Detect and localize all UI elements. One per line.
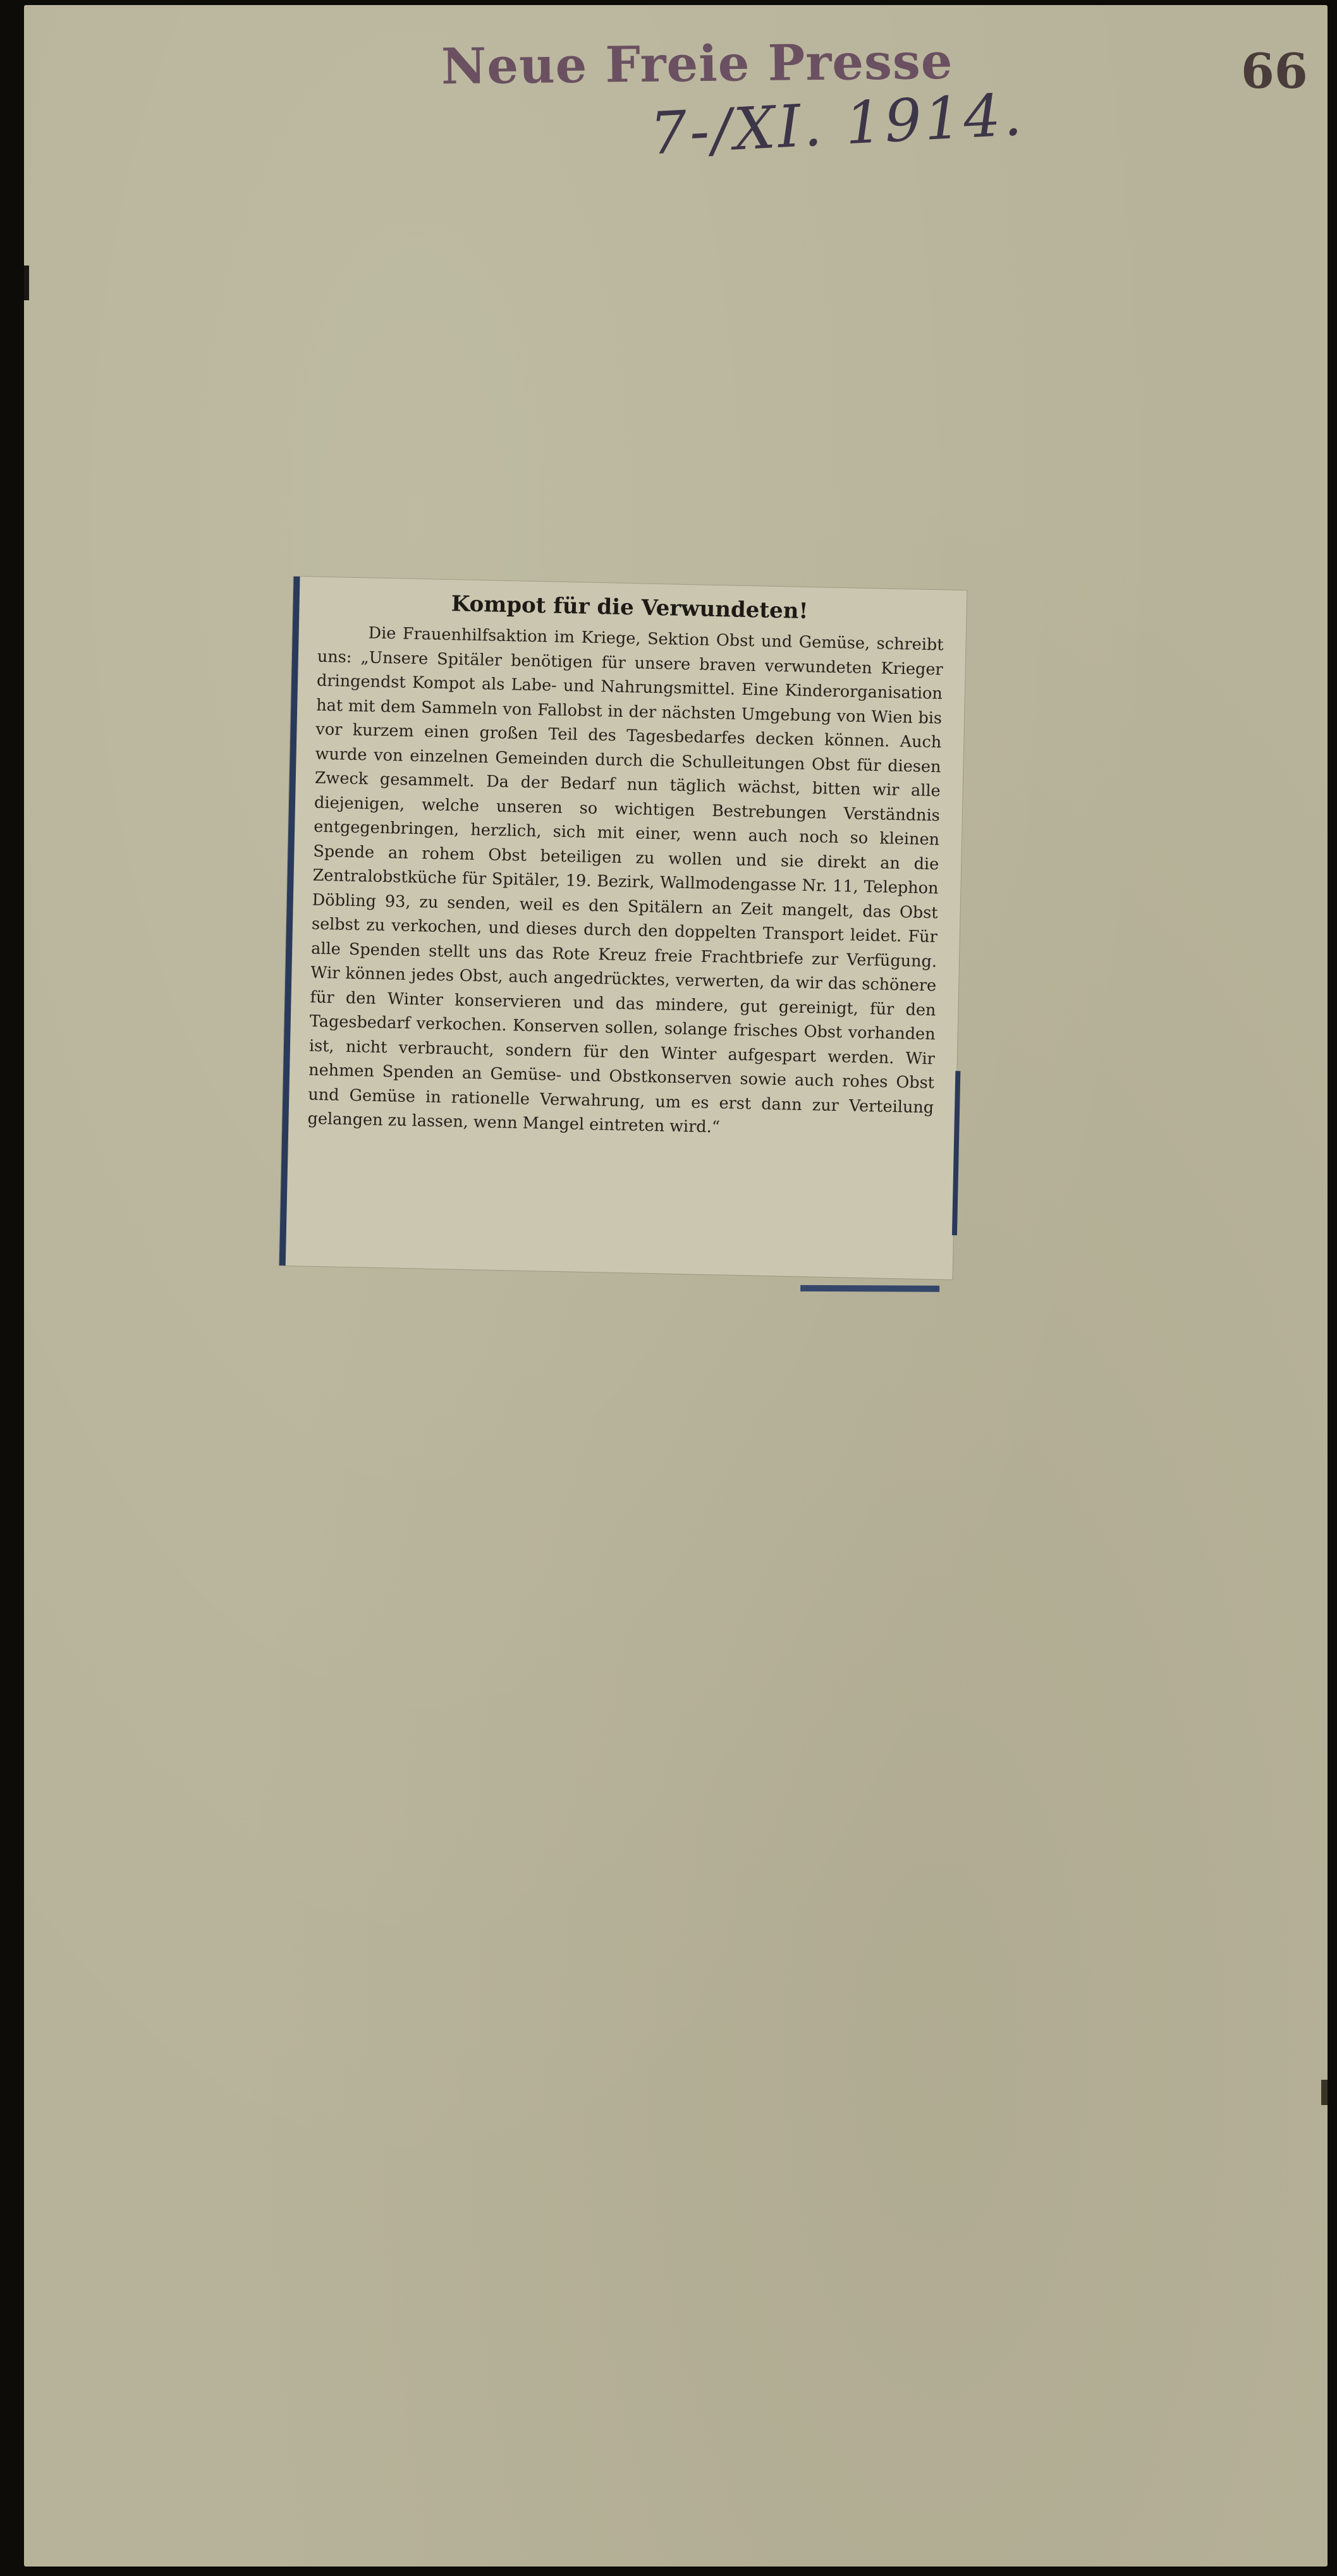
page-number: 66	[1241, 43, 1308, 99]
clipping-paragraph: Die Frauenhilfsaktion im Kriege, Sektion Obst und Gemüse, schreibt uns: „Unsere Spitäler benötigen für unsere braven verwundeten Krieger dringendst Kompot als Labe- und Nahrungsmittel. Eine Kinderorganisation hat mit dem Sammeln von Fallobst in der nächsten Umgebung von Wien bis vor kurzem einen großen Teil des Tagesbedarfes decken können. Auch wurde von einzelnen Gemeinden durch die Schulleitungen Obst für diesen Zweck gesammelt. Da der Bedarf nun täglich wächst, bitten wir alle diejenigen, welche unseren so wichtigen Bestrebungen Verständnis entgegenbringen, herzlich, sich mit einer, wenn auch noch so kleinen Spende an rohem Obst beteiligen zu wollen und sie direkt an die Zentralobstküche für Spitäler, 19. Bezirk, Wallmodengasse Nr. 11, Telephon Döbling 93, zu senden, weil es den Spitälern an Zeit mangelt, das Obst selbst zu verkochen, und dieses durch den doppelten Transport leidet. Für alle Spenden stellt uns das Rote Kreuz freie Frachtbriefe zur Verfügung. Wir können jedes Obst, auch angedrücktes, verwerten, da wir das schönere für den Winter konservieren und das mindere, gut gereinigt, für den Tagesbedarf verkochen. Konserven sollen, solange frisches Obst vorhanden ist, nicht verbraucht, sondern für den Winter aufgespart werden. Wir nehmen Spenden an Gemüse- und Obstkonserven sowie auch rohes Obst und Gemüse in rationelle Verwahrung, um es erst dann zur Verteilung gelangen zu lassen, wenn Mangel eintreten wird.“	[307, 623, 944, 1137]
archive-sheet	[24, 5, 1328, 2567]
clipping-body	[307, 620, 944, 1144]
clipping-right-border	[952, 1071, 960, 1235]
sheet-edge-mark	[24, 266, 29, 300]
clipping-bottom-border	[800, 1285, 939, 1292]
handwritten-date: 7-/XI. 1914.	[648, 80, 1026, 168]
newspaper-name-stamp: Neue Freie Presse	[441, 32, 953, 96]
clipping-headline: Kompot für die Verwundeten!	[451, 591, 809, 625]
clipping-left-border	[279, 577, 300, 1266]
newspaper-clipping	[279, 577, 967, 1279]
sheet-edge-mark	[1321, 2080, 1328, 2105]
